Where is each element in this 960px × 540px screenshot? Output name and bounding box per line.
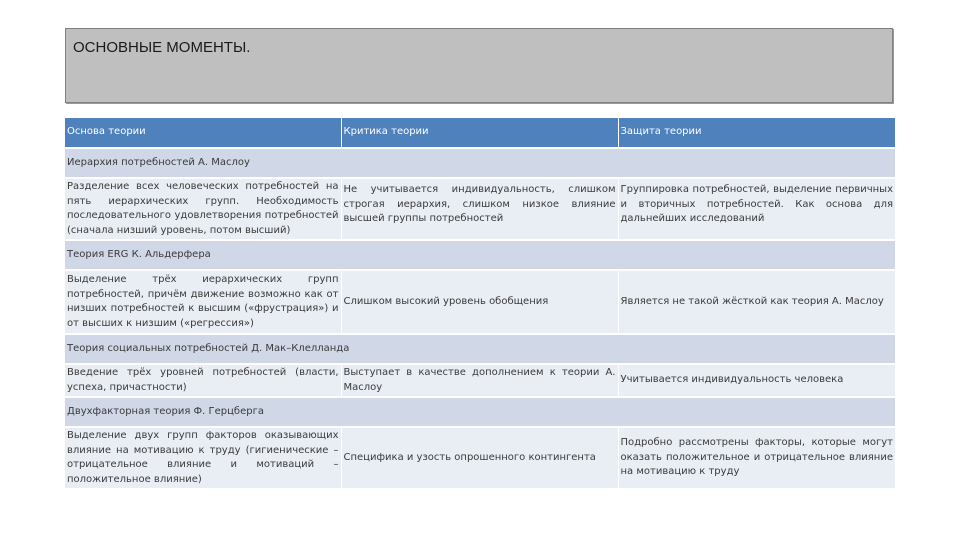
cell-defense: Группировка потребностей, выделение первичных и вторичных потребностей. Как основа для дальнейших исследований	[618, 178, 895, 240]
group-row-maslow	[65, 148, 895, 178]
cell-defense: Учитывается индивидуальность человека	[618, 364, 895, 397]
table-row	[65, 270, 895, 334]
slide-title: ОСНОВНЫЕ МОМЕНТЫ.	[73, 39, 251, 56]
header-defense: Защита теории	[618, 118, 895, 148]
group-name: Двухфакторная теория Ф. Герцберга	[65, 397, 895, 427]
cell-defense: Подробно рассмотрены факторы, которые могут оказать положительное и отрицательное влияние на мотивацию к труду	[618, 427, 895, 489]
group-name: Теория социальных потребностей Д. Мак–Клелланда	[65, 334, 895, 364]
header-basis: Основа теории	[65, 118, 341, 148]
cell-criticism: Выступает в качестве дополнением к теории А. Маслоу	[341, 364, 618, 397]
theories-table	[65, 118, 895, 490]
group-name: Теория ERG К. Альдерфера	[65, 240, 895, 270]
table-row	[65, 364, 895, 397]
slide-title-box	[65, 28, 893, 103]
cell-basis: Введение трёх уровней потребностей (власти, успеха, причастности)	[65, 364, 341, 397]
header-criticism: Критика теории	[341, 118, 618, 148]
cell-basis: Разделение всех человеческих потребностей на пять иерархических групп. Необходимость последовательного удовлетворения потребностей (сначала низший уровень, потом высший)	[65, 178, 341, 240]
table-row	[65, 427, 895, 489]
cell-basis: Выделение трёх иерархических групп потребностей, причём движение возможно как от низших потребностей к высшим («фрустрация») и от высших к низшим («регрессия»)	[65, 270, 341, 334]
table-header-row	[65, 118, 895, 148]
cell-criticism: Специфика и узость опрошенного контингента	[341, 427, 618, 489]
group-row-alderfer	[65, 240, 895, 270]
cell-criticism: Не учитывается индивидуальность, слишком строгая иерархия, слишком низкое влияние высшей группы потребностей	[341, 178, 618, 240]
group-row-mcclelland	[65, 334, 895, 364]
group-name: Иерархия потребностей А. Маслоу	[65, 148, 895, 178]
group-row-herzberg	[65, 397, 895, 427]
cell-criticism: Слишком высокий уровень обобщения	[341, 270, 618, 334]
cell-basis: Выделение двух групп факторов оказывающих влияние на мотивацию к труду (гигиенические – отрицательное влияние и мотиваций – положительное влияние)	[65, 427, 341, 489]
cell-defense: Является не такой жёсткой как теория А. Маслоу	[618, 270, 895, 334]
table-row	[65, 178, 895, 240]
